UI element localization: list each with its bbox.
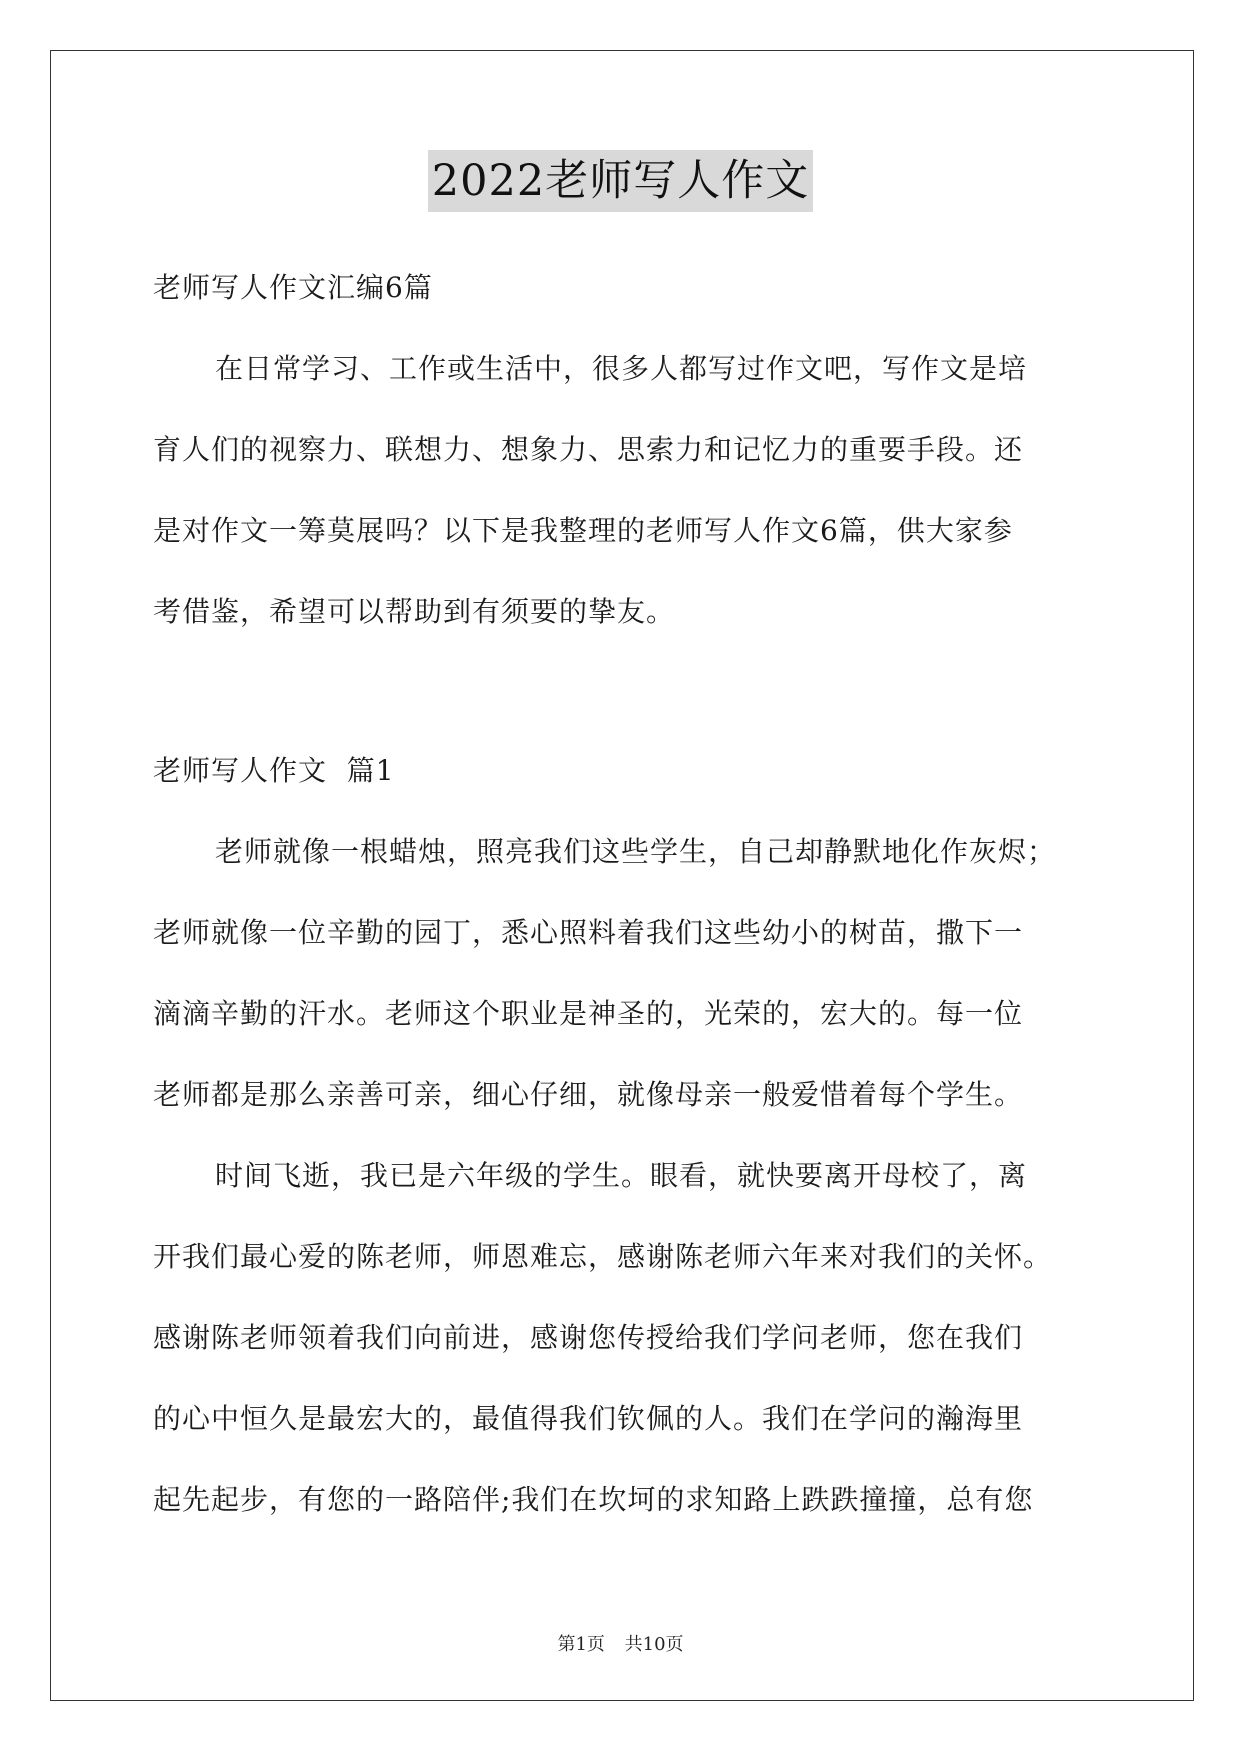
paragraph-line: 老师都是那么亲善可亲，细心仔细，就像母亲一般爱惜着每个学生。 [153, 1078, 1024, 1111]
document-title: 2022老师写人作文 [428, 150, 813, 212]
paragraph-1 [153, 822, 1113, 1146]
section-heading: 老师写人作文 篇1 [153, 754, 395, 787]
paragraph-line: 老师就像一位辛勤的园丁，悉心照料着我们这些幼小的树苗，撒下一 [153, 916, 1024, 949]
title-area [0, 150, 1241, 212]
paragraph-line: 是对作文一筹莫展吗？以下是我整理的老师写人作文6篇，供大家参 [153, 514, 1013, 547]
section-gap [153, 663, 1113, 741]
paragraph-line: 起先起步，有您的一路陪伴;我们在坎坷的求知路上跌跌撞撞，总有您 [153, 1483, 1034, 1516]
paragraph-line: 育人们的视察力、联想力、想象力、思索力和记忆力的重要手段。还 [153, 433, 1024, 466]
paragraph-line: 老师就像一根蜡烛，照亮我们这些学生，自己却静默地化作灰烬； [215, 835, 1057, 868]
page-number-total: 共10页 [624, 1634, 684, 1655]
paragraph-line: 的心中恒久是最宏大的，最值得我们钦佩的人。我们在学问的瀚海里 [153, 1402, 1024, 1435]
paragraph-line: 滴滴辛勤的汗水。老师这个职业是神圣的，光荣的，宏大的。每一位 [153, 997, 1024, 1030]
document-subtitle: 老师写人作文汇编6篇 [153, 271, 433, 304]
page-footer [0, 1633, 1241, 1657]
paragraph-line: 感谢陈老师领着我们向前进，感谢您传授给我们学问老师，您在我们 [153, 1321, 1024, 1354]
paragraph-2 [153, 1146, 1113, 1551]
paragraph-line: 在日常学习、工作或生活中，很多人都写过作文吧，写作文是培 [215, 352, 1028, 385]
paragraph-line: 开我们最心爱的陈老师，师恩难忘，感谢陈老师六年来对我们的关怀。 [153, 1240, 1053, 1273]
paragraph-line: 时间飞逝，我已是六年级的学生。眼看，就快要离开母校了，离 [215, 1159, 1028, 1192]
document-body [153, 258, 1113, 1551]
page-number-current: 第1页 [557, 1634, 605, 1655]
paragraph-line: 考借鉴，希望可以帮助到有须要的挚友。 [153, 595, 676, 628]
intro-paragraph [153, 339, 1113, 663]
